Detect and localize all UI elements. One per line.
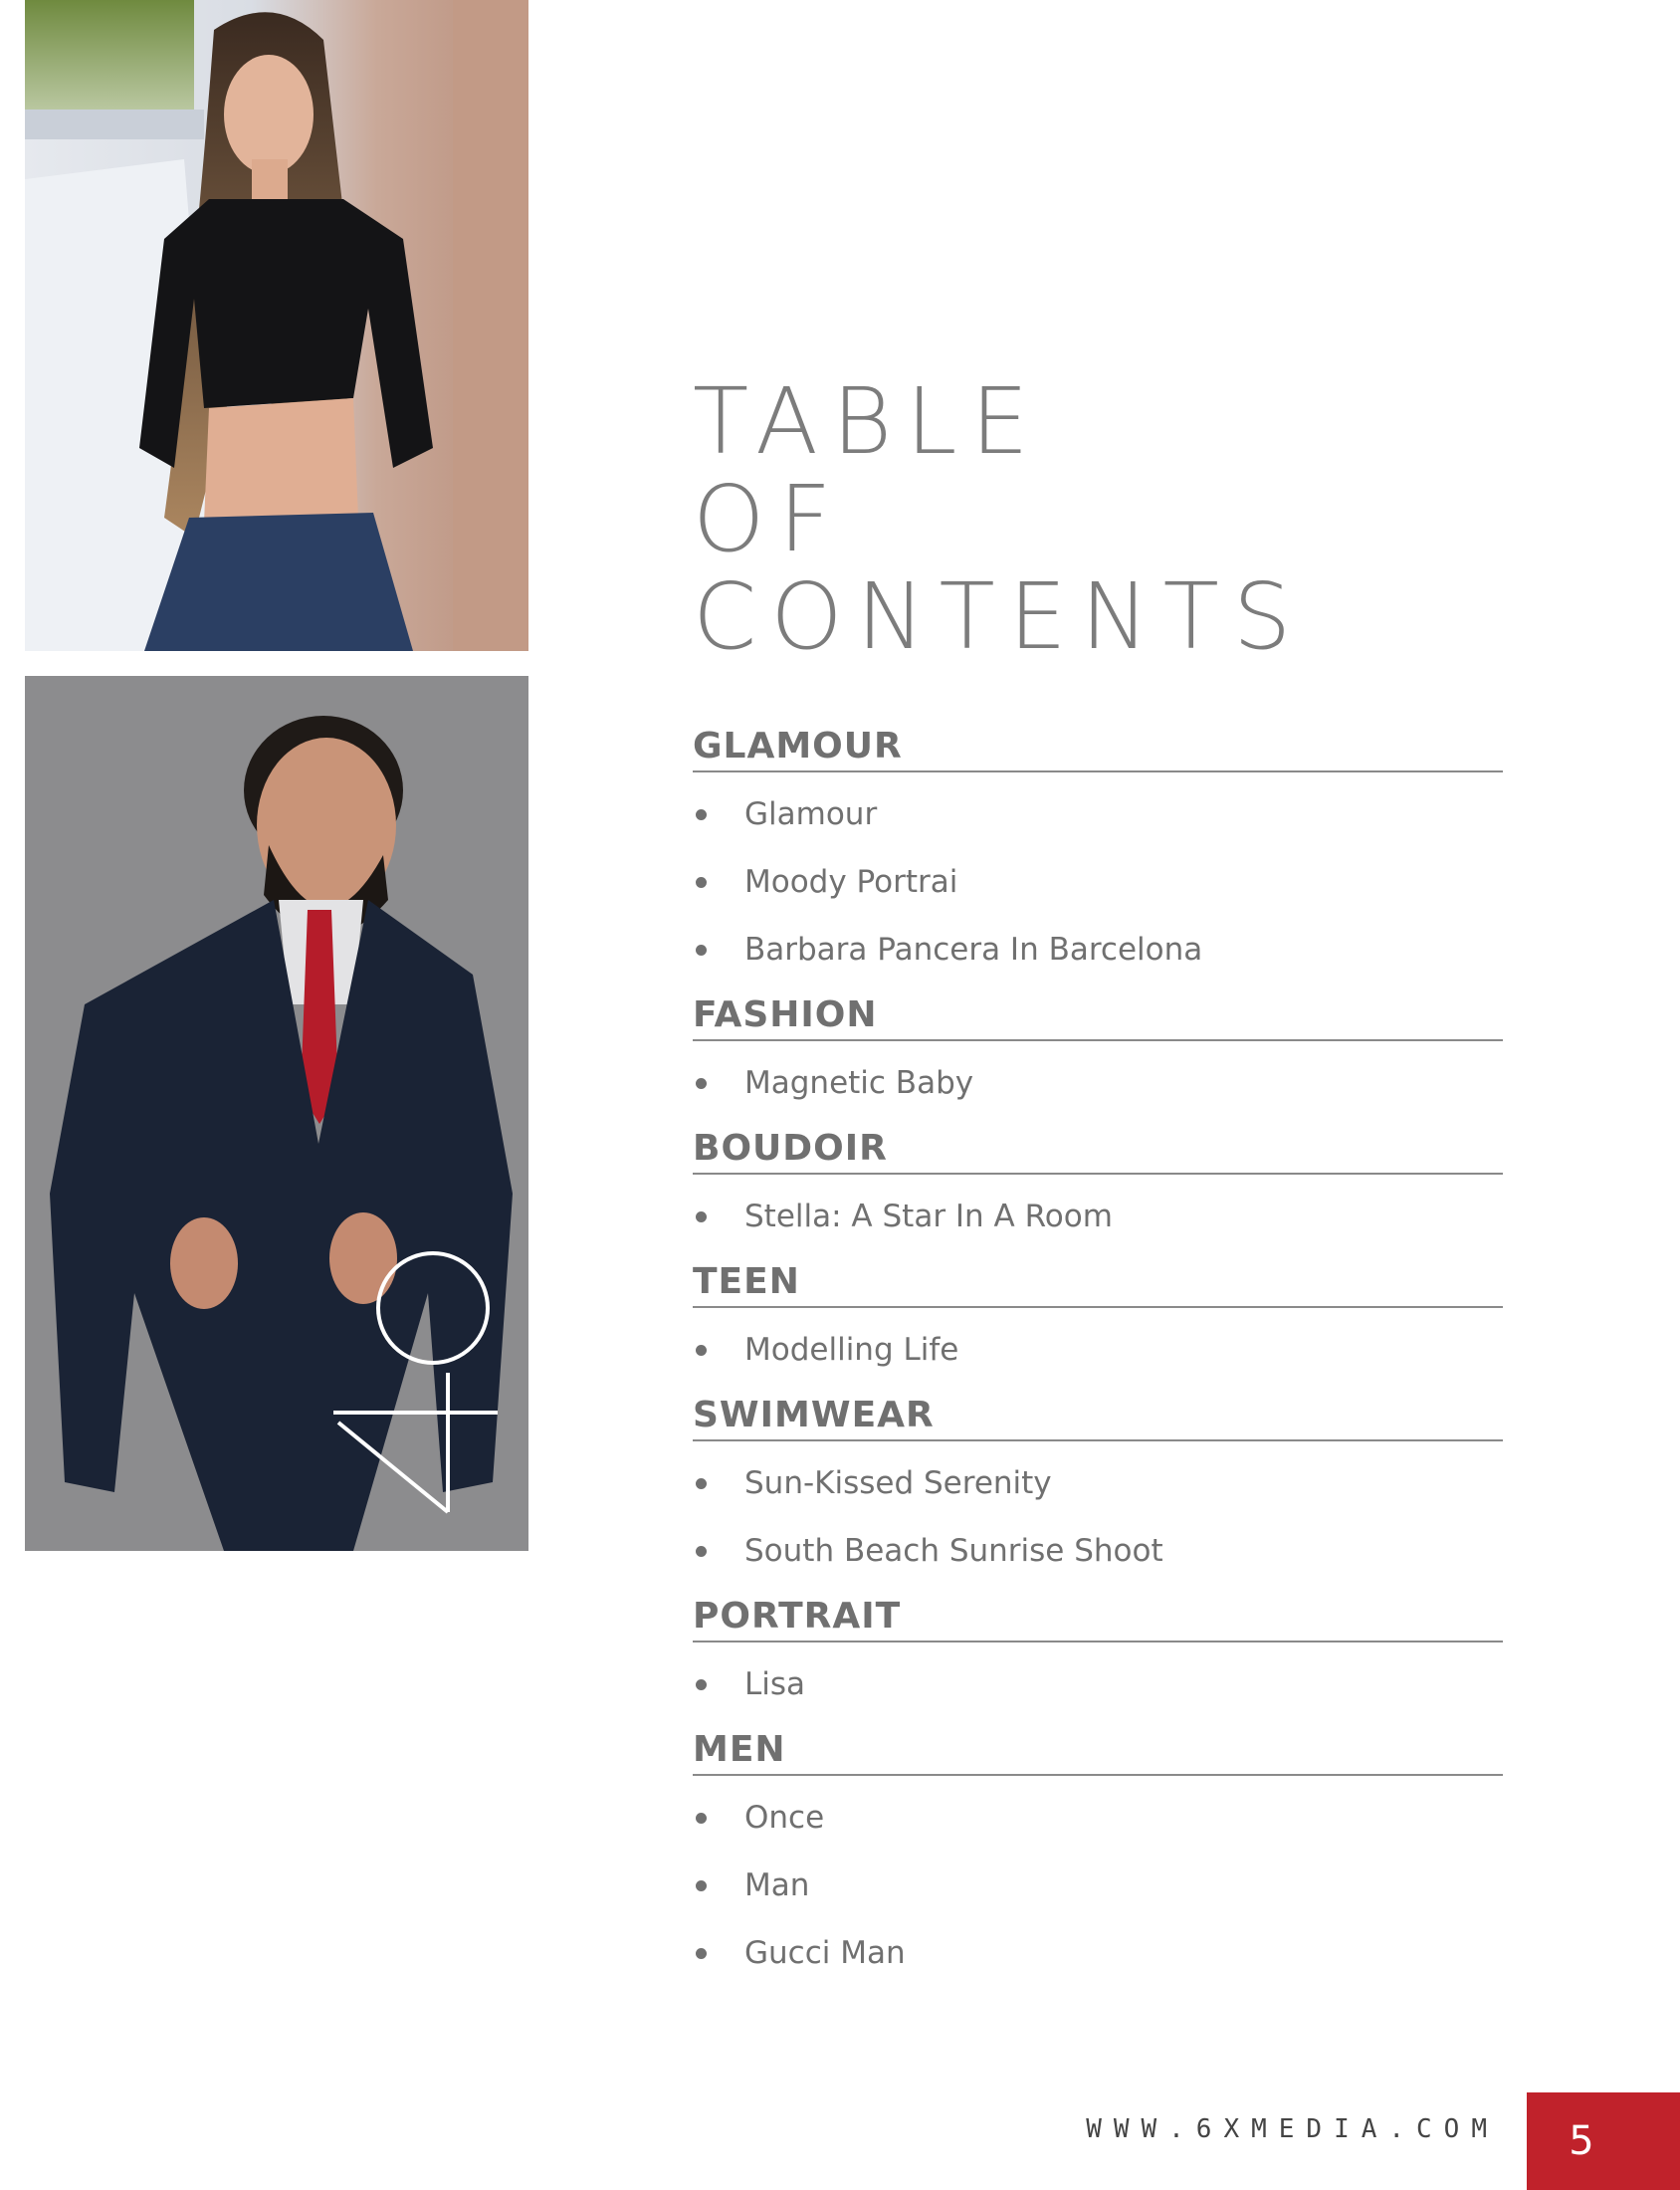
section-item-list	[693, 1441, 1503, 1595]
woman-portrait-image	[25, 0, 528, 651]
toc-entry-label: Modelling Life	[744, 1332, 959, 1368]
section-heading: PORTRAIT	[693, 1595, 1503, 1642]
section-heading: TEEN	[693, 1260, 1503, 1308]
section-men	[693, 1728, 1503, 1997]
bullet-icon	[696, 1478, 707, 1489]
bullet-icon	[696, 809, 707, 820]
toc-entry-label: Once	[744, 1800, 825, 1836]
bullet-icon	[696, 1948, 707, 1959]
bullet-icon	[696, 1679, 707, 1690]
woman-portrait-photo	[25, 0, 528, 651]
table-of-contents	[693, 725, 1503, 1997]
toc-entry-label: South Beach Sunrise Shoot	[744, 1533, 1163, 1569]
bullet-icon	[696, 1078, 707, 1089]
section-item-list	[693, 1308, 1503, 1394]
bullet-icon	[696, 1813, 707, 1824]
toc-entry-label: Magnetic Baby	[744, 1065, 974, 1101]
toc-entry[interactable]	[693, 1049, 1503, 1117]
toc-entry[interactable]	[693, 780, 1503, 848]
bullet-icon	[696, 945, 707, 956]
toc-entry[interactable]	[693, 1919, 1503, 1987]
section-teen	[693, 1260, 1503, 1394]
title-line-2: OF	[693, 466, 846, 572]
section-item-list	[693, 1175, 1503, 1260]
man-in-suit-photo	[25, 676, 528, 1551]
section-fashion	[693, 993, 1503, 1127]
section-item-list	[693, 772, 1503, 993]
bullet-icon	[696, 1211, 707, 1222]
section-heading: FASHION	[693, 993, 1503, 1041]
toc-entry-label: Moody Portrai	[744, 864, 958, 900]
man-in-suit-image	[25, 676, 528, 1551]
section-heading: SWIMWEAR	[693, 1394, 1503, 1441]
toc-entry[interactable]	[693, 1852, 1503, 1919]
section-swimwear	[693, 1394, 1503, 1595]
toc-entry[interactable]	[693, 848, 1503, 916]
section-heading: BOUDOIR	[693, 1127, 1503, 1175]
section-item-list	[693, 1776, 1503, 1997]
bullet-icon	[696, 1546, 707, 1557]
toc-entry-label: Sun-Kissed Serenity	[744, 1465, 1052, 1501]
section-heading: MEN	[693, 1728, 1503, 1776]
page-title	[693, 368, 1306, 670]
bullet-icon	[696, 1345, 707, 1356]
toc-entry-label: Glamour	[744, 796, 878, 832]
page-number: 5	[1569, 2118, 1594, 2164]
toc-entry-label: Lisa	[744, 1666, 806, 1702]
toc-entry[interactable]	[693, 1784, 1503, 1852]
toc-entry[interactable]	[693, 1316, 1503, 1384]
toc-entry-label: Stella: A Star In A Room	[744, 1199, 1113, 1234]
section-heading: GLAMOUR	[693, 725, 1503, 772]
bullet-icon	[696, 1880, 707, 1891]
toc-entry-label: Gucci Man	[744, 1935, 906, 1971]
toc-entry[interactable]	[693, 1449, 1503, 1517]
toc-entry-label: Barbara Pancera In Barcelona	[744, 932, 1203, 968]
section-glamour	[693, 725, 1503, 993]
bullet-icon	[696, 877, 707, 888]
title-line-1: TABLE	[693, 368, 1043, 475]
section-portrait	[693, 1595, 1503, 1728]
website-url[interactable]: WWW.6XMEDIA.COM	[1086, 2114, 1499, 2144]
title-line-3: CONTENTS	[693, 563, 1306, 670]
section-boudoir	[693, 1127, 1503, 1260]
section-item-list	[693, 1642, 1503, 1728]
toc-entry[interactable]	[693, 1517, 1503, 1585]
toc-entry[interactable]	[693, 1650, 1503, 1718]
page-number-badge	[1527, 2092, 1680, 2190]
section-item-list	[693, 1041, 1503, 1127]
toc-entry-label: Man	[744, 1867, 810, 1903]
toc-entry[interactable]	[693, 1183, 1503, 1250]
toc-entry[interactable]	[693, 916, 1503, 984]
